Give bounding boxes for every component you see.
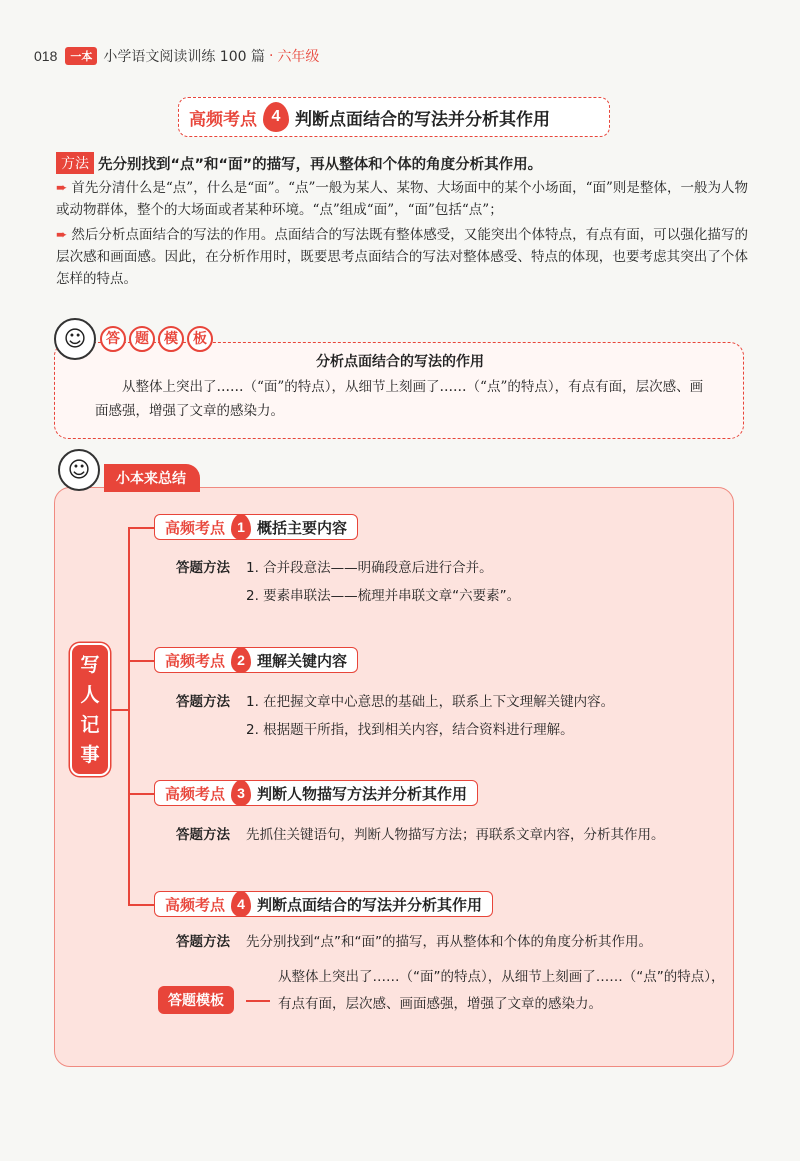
boy-avatar-icon: ☺ [54,318,96,360]
bullet-icon: ➨ [56,227,68,243]
flame-number-icon: 3 [231,780,251,806]
flame-number-icon: 4 [231,891,251,917]
flame-number-icon: 4 [263,102,289,132]
template-subtitle: 分析点面结合的写法的作用 [316,354,484,370]
kp-tag: 高频考点 [165,895,226,914]
page-number: 018 [34,48,58,64]
section-title [178,97,610,137]
kp-tag: 高频考点 [165,784,226,803]
key-point-1 [154,514,358,540]
page-header [34,44,319,68]
grade-label: 六年级 [277,49,320,65]
badge-char: 题 [129,326,155,352]
badge-char: 答 [100,326,126,352]
flame-number-icon: 2 [231,647,251,673]
template-badge [100,326,213,352]
badge-char: 模 [158,326,184,352]
key-point-3 [154,780,478,806]
flame-number-icon: 1 [231,514,251,540]
kp-text: 判断点面结合的写法并分析其作用 [257,895,483,914]
badge-char: 板 [187,326,213,352]
tree-branch [110,709,128,711]
template-connector [246,1000,270,1002]
bullet-icon: ➨ [56,180,68,196]
paragraph-2-text: 然后分析点面结合的写法的作用。点面结合的写法既有整体感受，又能突出个体特点，有点有面，可以强化描写的层次感和画面感。因此，在分析作用时，既要思考点面结合的写法对整体感受、特点的体现，也要考虑其突出了个体怎样的特点。 [56,227,748,287]
method-label: 答题方法 [176,694,230,710]
template-label: 答题模板 [158,986,234,1014]
tree-hook [128,904,154,906]
tree-hook [128,793,154,795]
method-item: 1. 在把握文章中心意思的基础上，联系上下文理解关键内容。 [246,694,615,710]
method-text: 先分别找到“点”和“面”的描写，再从整体和个体的角度分析其作用。 [98,156,543,173]
paragraph-1 [56,177,748,221]
method-item: 先分别找到“点”和“面”的描写，再从整体和个体的角度分析其作用。 [246,934,652,950]
category-char: 写 [80,653,100,676]
header-separator: · [268,48,274,64]
category-char: 人 [80,683,100,706]
template-text: 从整体上突出了……（“面”的特点），从细节上刻画了……（“点”的特点），有点有面，层次感、画面感强，增强了文章的感染力。 [95,379,704,419]
summary-header [58,448,200,492]
book-title: 小学语文阅读训练 100 篇 [103,49,265,65]
boy-avatar-icon: ☺ [58,449,100,491]
summary-template-text: 从整体上突出了……（“面”的特点），从细节上刻画了……（“点”的特点），有点有面，层次感、画面感强，增强了文章的感染力。 [278,969,725,1012]
key-point-2 [154,647,358,673]
category-label [70,643,110,776]
kp-text: 判断人物描写方法并分析其作用 [257,784,468,803]
tree-hook [128,660,154,662]
method-label: 答题方法 [176,560,230,576]
method-item: 2. 根据题干所指，找到相关内容，结合资料进行理解。 [246,722,574,738]
tree-trunk [128,527,130,905]
method-line [56,152,542,174]
method-label: 答题方法 [176,934,230,950]
category-char: 事 [80,743,100,766]
method-item: 1. 合并段意法——明确段意后进行合并。 [246,560,493,576]
kp-text: 概括主要内容 [257,518,348,537]
category-char: 记 [80,713,100,736]
method-label: 答题方法 [176,827,230,843]
kp-tag: 高频考点 [165,651,226,670]
key-point-4 [154,891,493,917]
summary-label: 小本来总结 [104,464,200,492]
kp-tag: 高频考点 [165,518,226,537]
tree-hook [128,527,154,529]
title-tag: 高频考点 [189,109,257,130]
book-logo: 一本 [65,47,97,65]
method-tag: 方法 [56,152,94,174]
kp-text: 理解关键内容 [257,651,348,670]
method-item: 2. 要素串联法——梳理并串联文章“六要素”。 [246,588,521,604]
paragraph-1-text: 首先分清什么是“点”，什么是“面”。“点”一般为某人、某物、大场面中的某个小场面，“面”则是整体，一般为人物或动物群体，整个的大场面或者某种环境。“点”组成“面”，“面”包括“点”； [56,180,748,218]
paragraph-2 [56,224,748,290]
template-header [54,318,213,360]
method-item: 先抓住关键语句，判断人物描写方法；再联系文章内容，分析其作用。 [246,827,665,843]
title-text: 判断点面结合的写法并分析其作用 [295,109,550,130]
